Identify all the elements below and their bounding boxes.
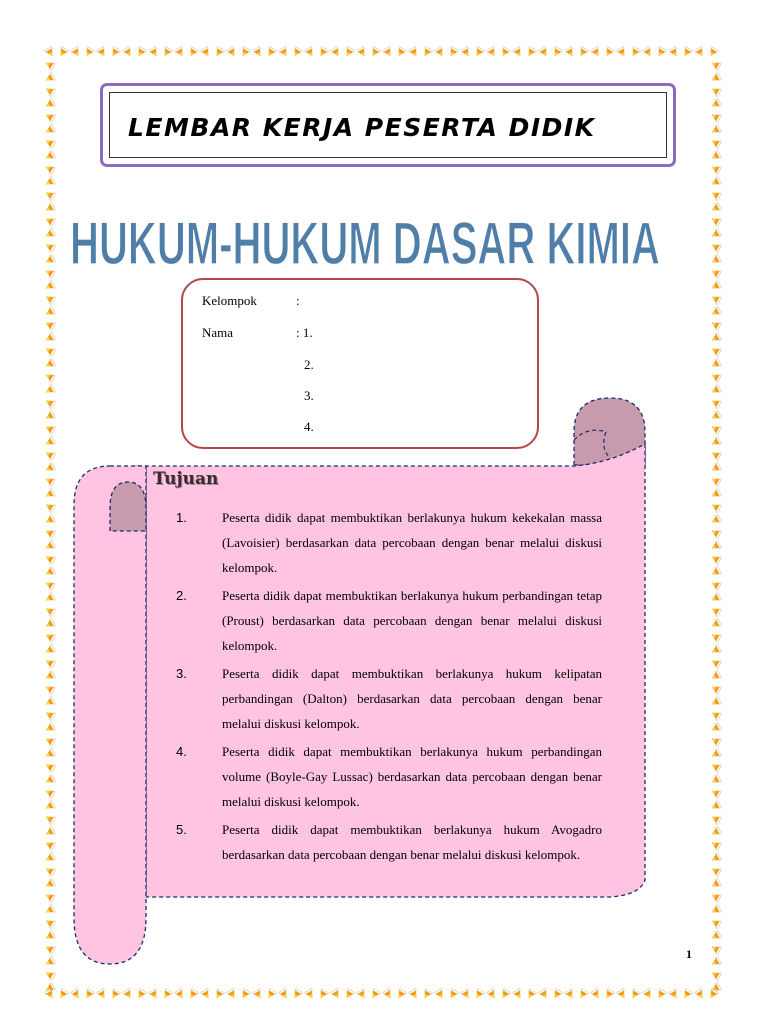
goal-text: Peserta didik dapat membuktikan berlakunya hukum Avogadro berdasarkan data percobaan dengan benar melalui diskusi kelompok. [222, 822, 602, 862]
scroll-left-curl [110, 482, 146, 531]
nama-label: Nama [202, 325, 234, 340]
goal-number: 5. [176, 822, 187, 837]
goal-item [176, 661, 602, 736]
goal-item [176, 739, 602, 814]
goals-list [176, 505, 602, 870]
page-number: 1 [686, 947, 692, 961]
worksheet-title: LEMBAR KERJA PESERTA DIDIK [128, 113, 596, 142]
tujuan-heading: Tujuan [153, 469, 219, 489]
scroll-left-roll [74, 466, 146, 964]
goal-item [176, 583, 602, 658]
nama-entry-1: : 1. [296, 325, 313, 340]
goal-number: 3. [176, 666, 187, 681]
goal-number: 1. [176, 510, 187, 525]
goal-item [176, 505, 602, 580]
headline-text: HUKUM-HUKUM DASAR KIMIA [70, 210, 660, 276]
goal-item [176, 817, 602, 867]
nama-entry-4: 4. [304, 419, 314, 434]
goal-text: Peserta didik dapat membuktikan berlakunya hukum kelipatan perbandingan (Dalton) berdasarkan data percobaan dengan benar melalui diskusi kelompok. [222, 666, 602, 731]
goal-text: Peserta didik dapat membuktikan berlakunya hukum perbandingan volume (Boyle-Gay Lussac) berdasarkan data percobaan dengan benar melalui diskusi kelompok. [222, 744, 602, 809]
kelompok-label: Kelompok [202, 293, 257, 308]
goal-number: 4. [176, 744, 187, 759]
goal-text: Peserta didik dapat membuktikan berlakunya hukum kekekalan massa (Lavoisier) berdasarkan data percobaan dengan benar melalui diskusi kelompok. [222, 510, 602, 575]
kelompok-colon: : [296, 293, 300, 308]
nama-entry-2: 2. [304, 357, 314, 372]
nama-entry-3: 3. [304, 388, 314, 403]
goal-number: 2. [176, 588, 187, 603]
goal-text: Peserta didik dapat membuktikan berlakunya hukum perbandingan tetap (Proust) berdasarkan data percobaan dengan benar melalui diskusi kelompok. [222, 588, 602, 653]
